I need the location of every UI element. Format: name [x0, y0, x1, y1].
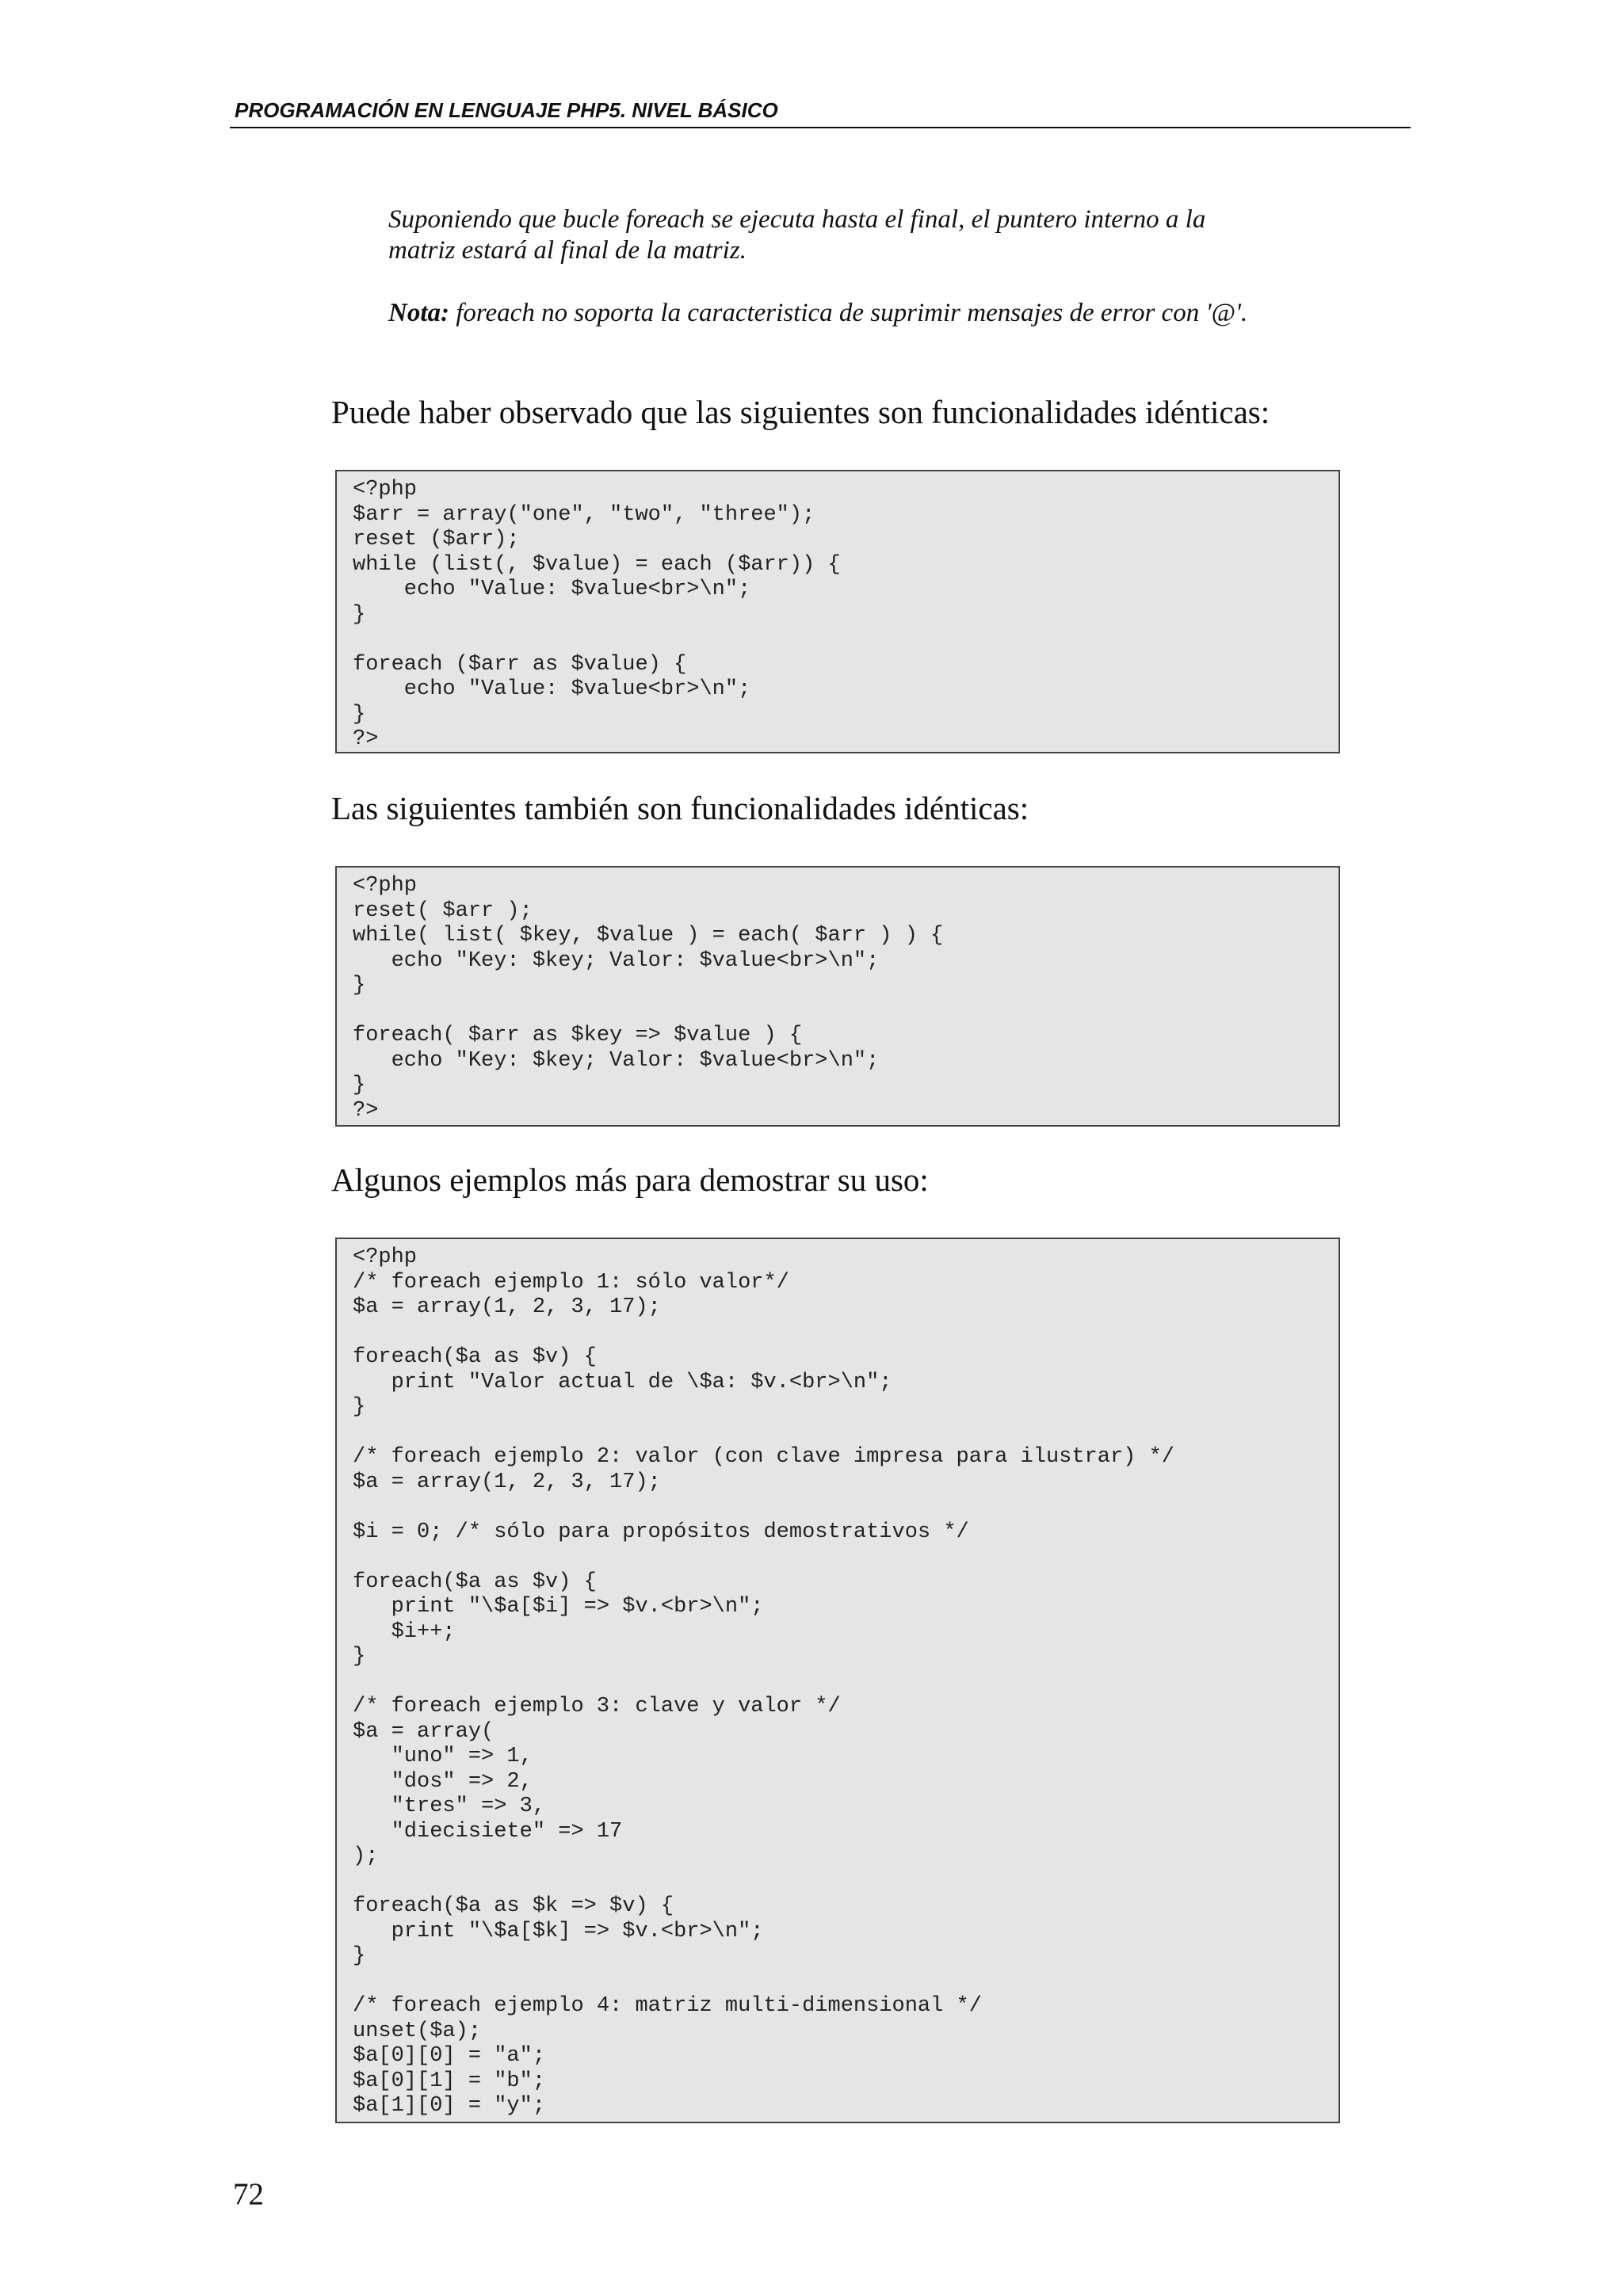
running-header: [230, 95, 1411, 128]
code-block-3: <?php /* foreach ejemplo 1: sólo valor*/ $a = array(1, 2, 3, 17); foreach($a as $v) { print "Valor actual de \$a: $v.<br>\n"; } /* foreach ejemplo 2: valor (con clave impresa para ilustrar) */ $a = array(1, 2, 3, 17); $i = 0; /* sólo para propósitos demostrativos */ foreach($a as $v) { print "\$a[$i] => $v.<br>\n"; $i++; } /* foreach ejemplo 3: clave y valor */ $a = array( "uno" => 1, "dos" => 2, "tres" => 3, "diecisiete" => 17 ); foreach($a as $k => $v) { print "\$a[$k] => $v.<br>\n"; } /* foreach ejemplo 4: matriz multi-dimensional */ unset($a); $a[0][0] = "a"; $a[0][1] = "b"; $a[1][0] = "y";: [335, 1238, 1340, 2123]
page-number: 72: [233, 2177, 264, 2211]
section-1-intro: Puede haber observado que las siguientes son funcionalidades idénticas:: [331, 394, 1270, 430]
section-2-intro: Las siguientes también son funcionalidades idénticas:: [331, 790, 1029, 826]
nota-label: Nota:: [388, 299, 449, 327]
nota-text: foreach no soporta la caracteristica de suprimir mensajes de error con '@'.: [449, 299, 1248, 327]
code-block-1: <?php $arr = array("one", "two", "three"); reset ($arr); while (list(, $value) = each ($arr)) { echo "Value: $value<br>\n"; } foreach ($arr as $value) { echo "Value: $value<br>\n"; } ?>: [335, 470, 1340, 753]
running-title: PROGRAMACIÓN EN LENGUAJE PHP5. NIVEL BÁSICO: [235, 98, 778, 122]
nota-paragraph: [388, 298, 1268, 329]
section-3-intro: Algunos ejemplos más para demostrar su uso:: [331, 1161, 929, 1198]
note-paragraph: Suponiendo que bucle foreach se ejecuta hasta el final, el puntero interno a la matriz estará al final de la matriz.: [388, 205, 1206, 265]
code-block-2: <?php reset( $arr ); while( list( $key, $value ) = each( $arr ) ) { echo "Key: $key; Valor: $value<br>\n"; } foreach( $arr as $key => $value ) { echo "Key: $key; Valor: $value<br>\n"; } ?>: [335, 866, 1340, 1127]
